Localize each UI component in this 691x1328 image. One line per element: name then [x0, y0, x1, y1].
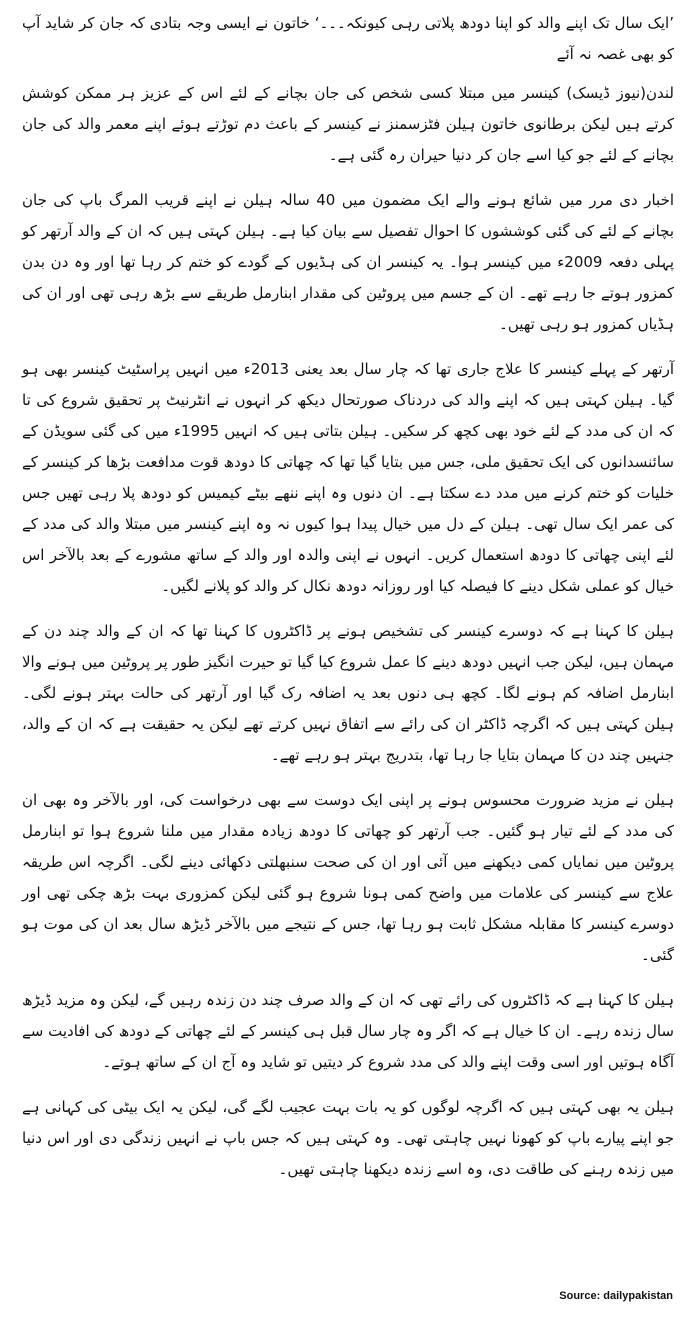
paragraph: لندن(نیوز ڈیسک) کینسر میں مبتلا کسی شخص کی جان بچانے کے لئے اس کے عزیز ہر ممکن کوشش کرتے ہیں لیکن برطانوی خاتون ہیلن فٹزسمنز نے کینسر کے باعث دم توڑتے ہوئے اپنے معمر والد کی جان بچانے کے لئے جو کیا اسے جان کر دنیا حیران رہ گئی ہے۔: [22, 84, 674, 164]
paragraph: ہیلن کا کہنا ہے کہ دوسرے کینسر کی تشخیص ہونے پر ڈاکٹروں کا کہنا تھا کہ ان کے والد چند دن کے مہمان ہیں، لیکن جب انہیں دودھ دینے کا عمل شروع کیا گیا تو حیرت انگیز طور پر پروٹین میں ہونے والا ابنارمل اضافہ کم ہونے لگا۔ کچھ ہی دنوں بعد یہ اضافہ رک گیا اور آرتھر کی حالت بہتر ہونے لگی۔ ہیلن کہتی ہیں کہ اگرچہ ڈاکٹر ان کی رائے سے اتفاق نہیں کرتے تھے لیکن یہ حقیقت ہے کہ ان کے والد، جنہیں چند دن کا مہمان بتایا جا رہا تھا، بتدریج بہتر ہو رہے تھے۔: [22, 622, 674, 764]
source-credit: Source: dailypakistan: [559, 1290, 673, 1302]
article-body: [22, 8, 674, 1199]
paragraph: ہیلن یہ بھی کہتی ہیں کہ اگرچہ لوگوں کو یہ بات بہت عجیب لگے گی، لیکن یہ ایک بیٹی کی کہانی ہے جو اپنے پیارے باپ کو کھونا نہیں چاہتی تھی۔ وہ کہتی ہیں کہ جس باپ نے انہیں زندگی دی اور اس دنیا میں زندہ رہنے کی طاقت دی، وہ اسے زندہ دیکھنا چاہتی تھیں۔: [22, 1098, 674, 1178]
paragraph: اخبار دی مرر میں شائع ہونے والے ایک مضمون میں 40 سالہ ہیلن نے اپنے قریب المرگ باپ کی جان بچانے کے لئے کی گئی کوششوں کا احوال تفصیل سے بیان کیا ہے۔ ہیلن کہتی ہیں کہ ان کے والد آرتھر کو پہلی دفعہ 2009ء میں کینسر ہوا۔ یہ کینسر ان کی ہڈیوں کے گودے کو ختم کر رہا تھا اور وہ دن بدن کمزور ہوتے جا رہے تھے۔ ان کے جسم میں پروٹین کی مقدار ابنارمل طریقے سے بڑھ رہی تھی اور ان کی ہڈیاں کمزور ہو رہی تھیں۔: [22, 191, 675, 333]
paragraph: آرتھر کے پہلے کینسر کا علاج جاری تھا کہ چار سال بعد یعنی 2013ء میں انہیں پراسٹیٹ کینسر بھی ہو گیا۔ ہیلن کہتی ہیں کہ اپنے والد کی دردناک صورتحال دیکھ کر انہوں نے انٹرنیٹ پر تحقیق شروع کی تا کہ ان کی مدد کے لئے خود بھی کچھ کر سکیں۔ ہیلن بتاتی ہیں کہ انہیں 1995ء میں کی گئی سویڈن کے سائنسدانوں کی ایک تحقیق ملی، جس میں بتایا گیا تھا کہ چھاتی کا دودھ قوت مدافعت بڑھا کر کینسر کے خلیات کو ختم کرنے میں مدد دے سکتا ہے۔ ان دنوں وہ اپنے ننھے بیٹے کیمیس کو دودھ پلا رہی تھیں جس کی عمر ایک سال تھی۔ ہیلن کے دل میں خیال پیدا ہوا کیوں نہ وہ اپنے کینسر میں مبتلا والد کی مدد کے لئے اپنی چھاتی کا دودھ استعمال کریں۔ انہوں نے اپنی والدہ اور والد کے ساتھ مشورے کے بعد بالآخر اس خیال کو عملی شکل دینے کا فیصلہ کیا اور روزانہ دودھ نکال کر والد کو پلانے لگیں۔: [22, 360, 675, 595]
paragraph: ہیلن کا کہنا ہے کہ ڈاکٹروں کی رائے تھی کہ ان کے والد صرف چند دن زندہ رہیں گے، لیکن وہ مزید ڈیڑھ سال زندہ رہے۔ ان کا خیال ہے کہ اگر وہ چار سال قبل ہی کینسر کے لئے چھاتی کے دودھ کی افادیت سے آگاہ ہوتیں اور اسی وقت اپنے والد کی مدد شروع کر دیتیں تو شاید وہ آج ان کے ساتھ ہوتے۔: [22, 991, 674, 1071]
article-headline: ’ایک سال تک اپنے والد کو اپنا دودھ پلاتی رہی کیونکہ۔۔۔‘ خاتون نے ایسی وجہ بتادی کہ جان کر شاید آپ کو بھی غصہ نہ آئے: [22, 14, 674, 63]
paragraph: ہیلن نے مزید ضرورت محسوس ہونے پر اپنی ایک دوست سے بھی درخواست کی، اور بالآخر وہ بھی ان کی مدد کے لئے تیار ہو گئیں۔ جب آرتھر کو چھاتی کا دودھ زیادہ مقدار میں ملنا شروع ہوا تو ابنارمل پروٹین میں نمایاں کمی دیکھنے میں آئی اور ان کی صحت سنبھلتی دکھائی دینے لگی۔ اگرچہ اس طریقہ علاج سے کینسر کی علامات میں واضح کمی ہونا شروع ہو گئی لیکن کمزوری بہت بڑھ چکی تھی اور دوسرے کینسر کا مقابلہ مشکل ثابت ہو رہا تھا، جس کے نتیجے میں بالآخر ڈیڑھ سال بعد ان کی موت ہو گئی۔: [22, 791, 674, 964]
